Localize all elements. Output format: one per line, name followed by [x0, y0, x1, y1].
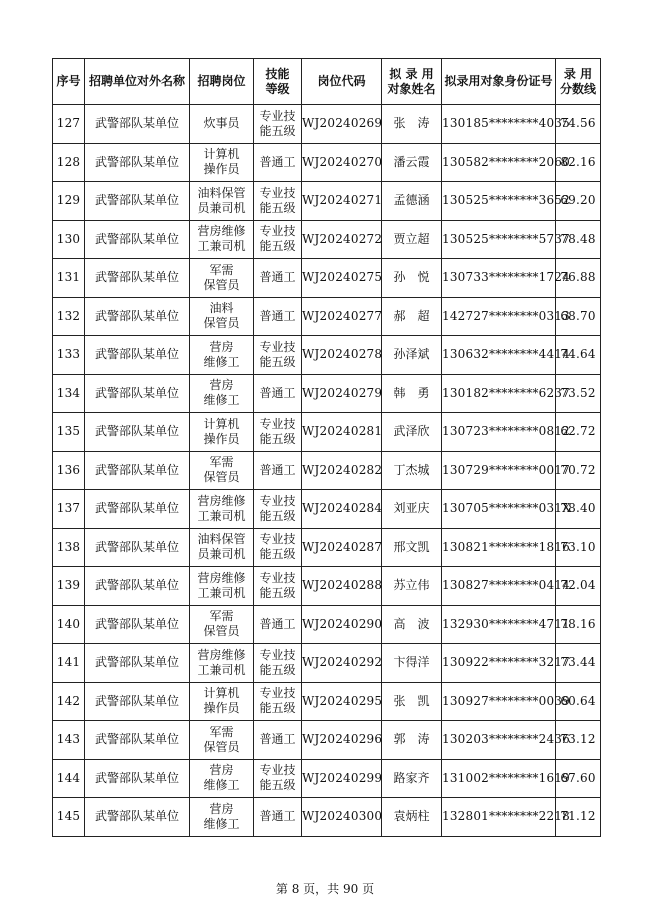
cell-candidate-name: 孙泽斌 [382, 336, 442, 375]
cell-position: 油料保管 员兼司机 [190, 528, 254, 567]
cell-serial-number: 130 [53, 220, 85, 259]
cell-candidate-name: 丁杰城 [382, 451, 442, 490]
cell-position-code: WJ20240279 [302, 374, 382, 413]
cell-recruiting-unit: 武警部队某单位 [85, 605, 190, 644]
cell-cutoff-score: 73.52 [556, 374, 601, 413]
cell-recruiting-unit: 武警部队某单位 [85, 259, 190, 298]
cell-id-number: 130729********0017 [442, 451, 556, 490]
cell-id-number: 130733********1724 [442, 259, 556, 298]
table-header-row [53, 59, 601, 105]
cell-recruiting-unit: 武警部队某单位 [85, 336, 190, 375]
cell-serial-number: 138 [53, 528, 85, 567]
cell-position: 计算机 操作员 [190, 682, 254, 721]
cell-recruiting-unit: 武警部队某单位 [85, 528, 190, 567]
cell-recruiting-unit: 武警部队某单位 [85, 143, 190, 182]
cell-candidate-name: 孙 悦 [382, 259, 442, 298]
cell-id-number: 130827********0414 [442, 567, 556, 606]
table-row [53, 682, 601, 721]
cell-skill-level: 专业技 能五级 [254, 759, 302, 798]
table-row [53, 297, 601, 336]
cell-position: 计算机 操作员 [190, 143, 254, 182]
cell-position-code: WJ20240292 [302, 644, 382, 683]
cell-recruiting-unit: 武警部队某单位 [85, 490, 190, 529]
cell-recruiting-unit: 武警部队某单位 [85, 682, 190, 721]
cell-serial-number: 131 [53, 259, 85, 298]
cell-id-number: 130525********3652 [442, 182, 556, 221]
cell-position: 军需 保管员 [190, 605, 254, 644]
cell-serial-number: 134 [53, 374, 85, 413]
table-row [53, 451, 601, 490]
cell-position: 炊事员 [190, 105, 254, 144]
cell-cutoff-score: 73.10 [556, 528, 601, 567]
cell-position-code: WJ20240278 [302, 336, 382, 375]
table-row [53, 798, 601, 837]
cell-cutoff-score: 69.20 [556, 182, 601, 221]
cell-position-code: WJ20240290 [302, 605, 382, 644]
cell-cutoff-score: 73.44 [556, 644, 601, 683]
cell-position: 营房 维修工 [190, 798, 254, 837]
header-candidate-name: 拟 录 用 对象姓名 [382, 59, 442, 105]
cell-position: 营房 维修工 [190, 336, 254, 375]
cell-id-number: 130821********1816 [442, 528, 556, 567]
table-row [53, 374, 601, 413]
cell-cutoff-score: 76.88 [556, 259, 601, 298]
cell-candidate-name: 潘云霞 [382, 143, 442, 182]
cell-cutoff-score: 62.72 [556, 413, 601, 452]
cell-skill-level: 专业技 能五级 [254, 413, 302, 452]
cell-position-code: WJ20240275 [302, 259, 382, 298]
cell-recruiting-unit: 武警部队某单位 [85, 567, 190, 606]
cell-position-code: WJ20240295 [302, 682, 382, 721]
cell-position-code: WJ20240271 [302, 182, 382, 221]
table-row [53, 182, 601, 221]
cell-id-number: 142727********0313 [442, 297, 556, 336]
cell-candidate-name: 苏立伟 [382, 567, 442, 606]
cell-cutoff-score: 73.12 [556, 721, 601, 760]
cell-recruiting-unit: 武警部队某单位 [85, 759, 190, 798]
cell-position: 计算机 操作员 [190, 413, 254, 452]
recruitment-table [52, 58, 601, 837]
cell-candidate-name: 武泽欣 [382, 413, 442, 452]
cell-candidate-name: 路家齐 [382, 759, 442, 798]
cell-serial-number: 144 [53, 759, 85, 798]
table-row [53, 413, 601, 452]
cell-serial-number: 128 [53, 143, 85, 182]
cell-recruiting-unit: 武警部队某单位 [85, 798, 190, 837]
cell-skill-level: 普通工 [254, 721, 302, 760]
cell-id-number: 130182********6237 [442, 374, 556, 413]
cell-serial-number: 143 [53, 721, 85, 760]
cell-candidate-name: 刘亚庆 [382, 490, 442, 529]
cell-skill-level: 普通工 [254, 374, 302, 413]
cell-skill-level: 专业技 能五级 [254, 220, 302, 259]
cell-skill-level: 专业技 能五级 [254, 528, 302, 567]
cell-recruiting-unit: 武警部队某单位 [85, 451, 190, 490]
cell-skill-level: 专业技 能五级 [254, 682, 302, 721]
cell-position: 营房 维修工 [190, 759, 254, 798]
cell-id-number: 130723********0812 [442, 413, 556, 452]
table-row [53, 220, 601, 259]
table-row [53, 721, 601, 760]
cell-position-code: WJ20240282 [302, 451, 382, 490]
cell-position: 油料 保管员 [190, 297, 254, 336]
cell-id-number: 130582********2060 [442, 143, 556, 182]
cell-skill-level: 普通工 [254, 143, 302, 182]
cell-recruiting-unit: 武警部队某单位 [85, 644, 190, 683]
cell-position-code: WJ20240270 [302, 143, 382, 182]
cell-id-number: 132930********4711 [442, 605, 556, 644]
cell-candidate-name: 卞得洋 [382, 644, 442, 683]
cell-position-code: WJ20240296 [302, 721, 382, 760]
cell-id-number: 130632********4414 [442, 336, 556, 375]
header-position-code: 岗位代码 [302, 59, 382, 105]
header-id-number: 拟录用对象身份证号 [442, 59, 556, 105]
cell-position: 军需 保管员 [190, 451, 254, 490]
cell-id-number: 132801********2218 [442, 798, 556, 837]
cell-skill-level: 专业技 能五级 [254, 336, 302, 375]
table-row [53, 567, 601, 606]
cell-position-code: WJ20240300 [302, 798, 382, 837]
cell-serial-number: 141 [53, 644, 85, 683]
cell-id-number: 130203********2436 [442, 721, 556, 760]
cell-skill-level: 普通工 [254, 259, 302, 298]
cell-serial-number: 145 [53, 798, 85, 837]
cell-serial-number: 140 [53, 605, 85, 644]
header-position: 招聘岗位 [190, 59, 254, 105]
cell-candidate-name: 袁炳柱 [382, 798, 442, 837]
cell-position-code: WJ20240288 [302, 567, 382, 606]
cell-recruiting-unit: 武警部队某单位 [85, 220, 190, 259]
cell-skill-level: 专业技 能五级 [254, 490, 302, 529]
cell-id-number: 130525********5737 [442, 220, 556, 259]
cell-candidate-name: 郝 超 [382, 297, 442, 336]
cell-position-code: WJ20240281 [302, 413, 382, 452]
cell-serial-number: 136 [53, 451, 85, 490]
cell-cutoff-score: 74.56 [556, 105, 601, 144]
cell-position: 油料保管 员兼司机 [190, 182, 254, 221]
table-row [53, 528, 601, 567]
cell-recruiting-unit: 武警部队某单位 [85, 297, 190, 336]
cell-skill-level: 专业技 能五级 [254, 182, 302, 221]
cell-candidate-name: 孟德涵 [382, 182, 442, 221]
cell-candidate-name: 郭 涛 [382, 721, 442, 760]
cell-position-code: WJ20240299 [302, 759, 382, 798]
cell-skill-level: 普通工 [254, 798, 302, 837]
cell-cutoff-score: 82.16 [556, 143, 601, 182]
table-row [53, 759, 601, 798]
cell-skill-level: 普通工 [254, 451, 302, 490]
cell-cutoff-score: 70.72 [556, 451, 601, 490]
cell-id-number: 131002********1619 [442, 759, 556, 798]
cell-id-number: 130927********0039 [442, 682, 556, 721]
cell-serial-number: 129 [53, 182, 85, 221]
cell-cutoff-score: 68.70 [556, 297, 601, 336]
cell-position: 营房维修 工兼司机 [190, 220, 254, 259]
table-body [53, 105, 601, 837]
cell-skill-level: 专业技 能五级 [254, 644, 302, 683]
cell-position-code: WJ20240287 [302, 528, 382, 567]
cell-candidate-name: 邢文凯 [382, 528, 442, 567]
cell-serial-number: 132 [53, 297, 85, 336]
cell-candidate-name: 高 波 [382, 605, 442, 644]
cell-candidate-name: 张 凯 [382, 682, 442, 721]
cell-recruiting-unit: 武警部队某单位 [85, 105, 190, 144]
table-row [53, 644, 601, 683]
cell-position-code: WJ20240284 [302, 490, 382, 529]
header-serial-number: 序号 [53, 59, 85, 105]
cell-serial-number: 139 [53, 567, 85, 606]
cell-id-number: 130922********3217 [442, 644, 556, 683]
page-footer: 第 8 页，共 90 页 [275, 882, 375, 896]
cell-candidate-name: 张 涛 [382, 105, 442, 144]
cell-cutoff-score: 71.12 [556, 798, 601, 837]
cell-cutoff-score: 78.16 [556, 605, 601, 644]
table-row [53, 336, 601, 375]
cell-position: 营房维修 工兼司机 [190, 490, 254, 529]
cell-serial-number: 137 [53, 490, 85, 529]
cell-candidate-name: 韩 勇 [382, 374, 442, 413]
cell-skill-level: 专业技 能五级 [254, 567, 302, 606]
cell-cutoff-score: 67.60 [556, 759, 601, 798]
cell-serial-number: 135 [53, 413, 85, 452]
cell-skill-level: 普通工 [254, 297, 302, 336]
cell-position: 营房 维修工 [190, 374, 254, 413]
table-row [53, 259, 601, 298]
table-row [53, 143, 601, 182]
header-cutoff-score: 录 用 分数线 [556, 59, 601, 105]
cell-serial-number: 133 [53, 336, 85, 375]
cell-serial-number: 142 [53, 682, 85, 721]
cell-position: 营房维修 工兼司机 [190, 567, 254, 606]
cell-position-code: WJ20240272 [302, 220, 382, 259]
cell-position-code: WJ20240277 [302, 297, 382, 336]
cell-cutoff-score: 78.48 [556, 220, 601, 259]
cell-position-code: WJ20240269 [302, 105, 382, 144]
cell-skill-level: 专业技 能五级 [254, 105, 302, 144]
cell-cutoff-score: 72.04 [556, 567, 601, 606]
cell-cutoff-score: 74.64 [556, 336, 601, 375]
table-row [53, 490, 601, 529]
cell-id-number: 130705********031X [442, 490, 556, 529]
cell-recruiting-unit: 武警部队某单位 [85, 721, 190, 760]
cell-id-number: 130185********4035 [442, 105, 556, 144]
cell-recruiting-unit: 武警部队某单位 [85, 374, 190, 413]
cell-position: 营房维修 工兼司机 [190, 644, 254, 683]
cell-position: 军需 保管员 [190, 259, 254, 298]
cell-candidate-name: 贾立超 [382, 220, 442, 259]
header-skill-level: 技能 等级 [254, 59, 302, 105]
cell-cutoff-score: 78.40 [556, 490, 601, 529]
cell-serial-number: 127 [53, 105, 85, 144]
table-row [53, 605, 601, 644]
table-row [53, 105, 601, 144]
cell-recruiting-unit: 武警部队某单位 [85, 413, 190, 452]
cell-cutoff-score: 60.64 [556, 682, 601, 721]
header-recruiting-unit: 招聘单位对外名称 [85, 59, 190, 105]
cell-recruiting-unit: 武警部队某单位 [85, 182, 190, 221]
cell-position: 军需 保管员 [190, 721, 254, 760]
cell-skill-level: 普通工 [254, 605, 302, 644]
